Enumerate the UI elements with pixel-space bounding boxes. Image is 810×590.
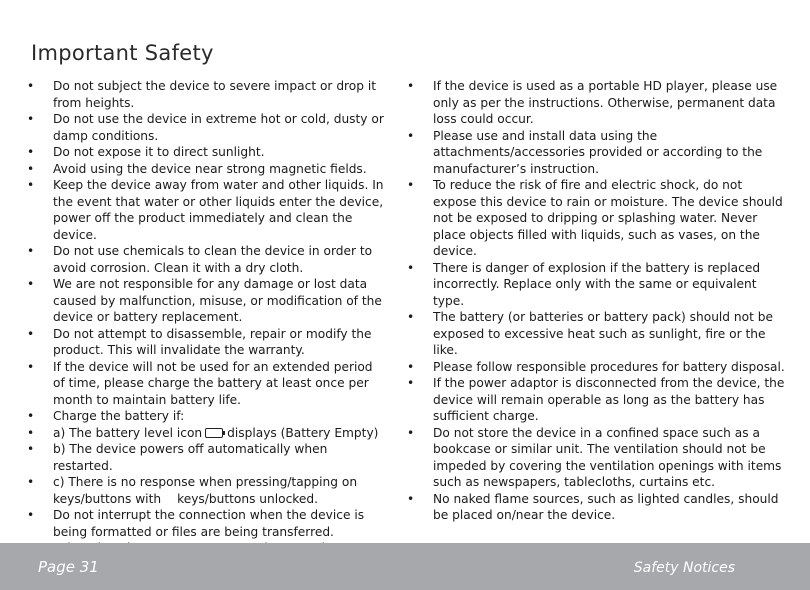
bullet: • — [27, 409, 35, 423]
bullet: • — [407, 310, 415, 324]
safety-list-right — [405, 78, 787, 524]
list-item: • If the device is used as a portable HD player, please use only as per the instructions. Otherwise, permanent data loss could occur. — [407, 79, 778, 126]
bullet: • — [407, 79, 415, 93]
list-item: • To reduce the risk of fire and electric shock, do not expose this device to rain or moisture. The device should not be exposed to dripping or splashing water. Never place objects filled with liquids, such as vases, on the device. — [407, 178, 783, 258]
bullet: • — [407, 178, 415, 192]
bullet: • — [27, 161, 35, 176]
bullet: • — [407, 491, 415, 506]
bullet: • — [407, 359, 415, 374]
bullet: • — [27, 508, 35, 522]
bullet: • — [407, 260, 415, 275]
footer-bar — [0, 543, 810, 590]
list-item: • No naked flame sources, such as lighted candles, should be placed on/near the device. — [407, 491, 779, 522]
bullet: • — [407, 128, 415, 143]
list-item: • Do not attempt to disassemble, repair or modify the product. This will invalidate the warranty. — [27, 326, 372, 357]
bullet: • — [27, 244, 35, 258]
list-item: • There is danger of explosion if the battery is replaced incorrectly. Replace only with the same or equivalent type. — [407, 260, 761, 308]
bullet: • — [407, 376, 415, 390]
bullet: • — [27, 112, 35, 126]
list-item: • Do not store the device in a confined space such as a bookcase or similar unit. The ventilation should not be impeded by covering the ventilation openings with items such as newspapers, tablecloths, curtains etc. — [407, 425, 782, 489]
safety-list-left — [25, 78, 387, 557]
list-item: • Avoid using the device near strong magnetic fields. — [27, 161, 367, 176]
list-item: • Charge the battery if: — [27, 409, 185, 423]
bullet: • — [27, 178, 35, 192]
section-title: Safety Notices — [633, 560, 735, 576]
page-title: Important Safety — [31, 41, 214, 65]
bullet: • — [27, 277, 35, 291]
bullet: • — [407, 425, 415, 440]
bullet: • — [27, 425, 35, 440]
page-number: Page 31 — [38, 558, 99, 576]
list-item: • Do not use chemicals to clean the device in order to avoid corrosion. Clean it with a dry cloth. — [27, 244, 373, 275]
list-item: • If the power adaptor is disconnected from the device, the device will remain operable as long as the battery has sufficient charge. — [407, 376, 785, 423]
battery-empty-icon — [205, 428, 223, 438]
list-item: • Please follow responsible procedures for battery disposal. — [407, 359, 785, 374]
list-item: • c) There is no response when pressing/tapping on keys/buttons with keys/buttons unlocked. — [27, 475, 358, 506]
list-item: • b) The device powers off automatically when restarted. — [27, 442, 328, 473]
list-item: • We are not responsible for any damage or lost data caused by malfunction, misuse, or modification of the device or battery replacement. — [27, 277, 382, 324]
list-item: • a) The battery level icon displays (Battery Empty) — [27, 425, 379, 440]
list-item: • Do not interrupt the connection when the device is being formatted or files are being transferred. — [27, 508, 365, 539]
bullet: • — [27, 79, 35, 93]
list-item: • Do not use the device in extreme hot or cold, dusty or damp conditions. — [27, 112, 384, 143]
list-item: • Please use and install data using the attachments/accessories provided or according to the manufacturer’s instruction. — [407, 128, 763, 176]
bullet: • — [27, 442, 35, 456]
bullet: • — [27, 326, 35, 341]
list-item: • The battery (or batteries or battery pack) should not be exposed to excessive heat such as sunlight, fire or the like. — [407, 310, 773, 357]
list-item: • Do not subject the device to severe impact or drop it from heights. — [27, 79, 377, 110]
list-item: • Do not expose it to direct sunlight. — [27, 145, 265, 159]
list-item: • Keep the device away from water and other liquids. In the event that water or other liquids enter the device, power off the product immediately and clean the device. — [27, 178, 384, 242]
list-item: • If the device will not be used for an extended period of time, please charge the battery at least once per month to maintain battery life. — [27, 359, 373, 407]
bullet: • — [27, 475, 35, 489]
bullet: • — [27, 145, 35, 159]
bullet: • — [27, 359, 35, 374]
